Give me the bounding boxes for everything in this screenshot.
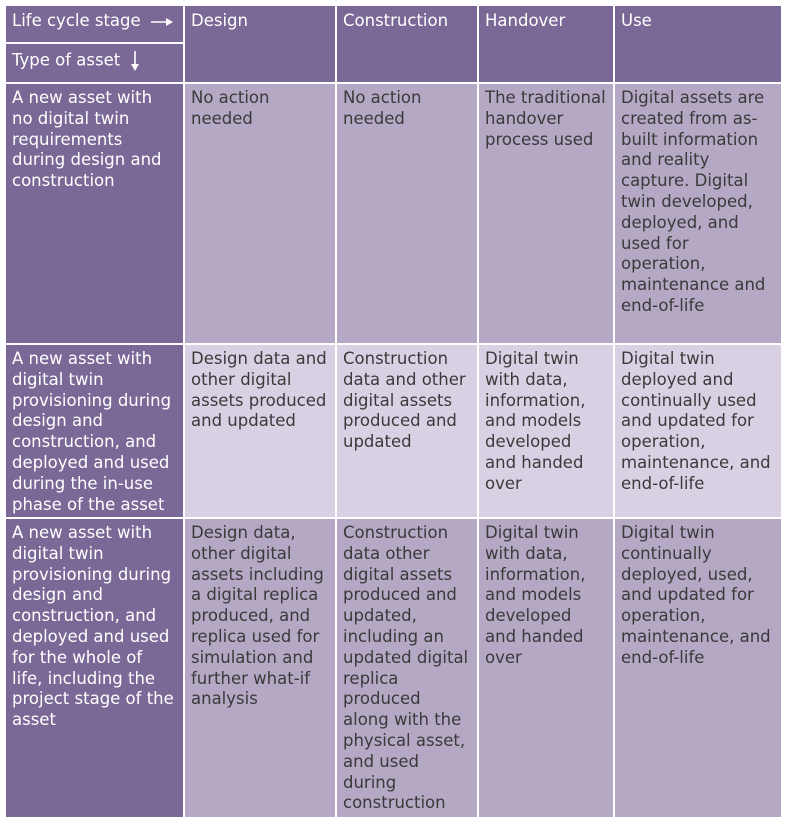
corner-asset-type-header: [6, 44, 183, 82]
table-cell: Digital twin with data, information, and models developed and handed over: [479, 519, 613, 817]
stage-header-handover: Handover: [479, 6, 613, 82]
table-cell: Digital twin with data, information, and models developed and handed over: [479, 345, 613, 517]
table-cell: Digital assets are created from as-built information and reality capture. Digital twin developed, deployed, and used for operation, maintenance and end-of-life: [615, 84, 781, 343]
lifecycle-table: [6, 6, 779, 813]
type-of-asset-label: Type of asset: [12, 50, 121, 70]
table-cell: Construction data other digital assets produced and updated, including an updated digital replica produced along with the physical asset, and used during construction: [337, 519, 477, 817]
asset-type-row-1: A new asset with no digital twin requirements during design and construction: [6, 84, 183, 343]
table-cell: The traditional handover process used: [479, 84, 613, 343]
asset-type-row-3: A new asset with digital twin provisioning during design and construction, and deployed and used for the whole of life, including the project stage of the asset: [6, 519, 183, 817]
asset-type-row-2: A new asset with digital twin provisioning during design and construction, and deployed and used during the in-use phase of the asset: [6, 345, 183, 517]
lifecycle-stage-label: Life cycle stage: [12, 11, 141, 30]
table-cell: Design data, other digital assets including a digital replica produced, and replica used for simulation and further what-if analysis: [185, 519, 335, 817]
table-cell: No action needed: [185, 84, 335, 343]
stage-header-use: Use: [615, 6, 781, 82]
stage-header-design: Design: [185, 6, 335, 82]
table-cell: Digital twin deployed and continually used and updated for operation, maintenance, and end-of-life: [615, 345, 781, 517]
corner-lifecycle-header: [6, 6, 183, 42]
stage-header-construction: Construction: [337, 6, 477, 82]
table-cell: Digital twin continually deployed, used, and updated for operation, maintenance, and end-of-life: [615, 519, 781, 817]
arrow-down-icon: [129, 50, 141, 72]
arrow-right-icon: [150, 16, 174, 28]
table-cell: No action needed: [337, 84, 477, 343]
table-cell: Construction data and other digital assets produced and updated: [337, 345, 477, 517]
table-cell: Design data and other digital assets produced and updated: [185, 345, 335, 517]
